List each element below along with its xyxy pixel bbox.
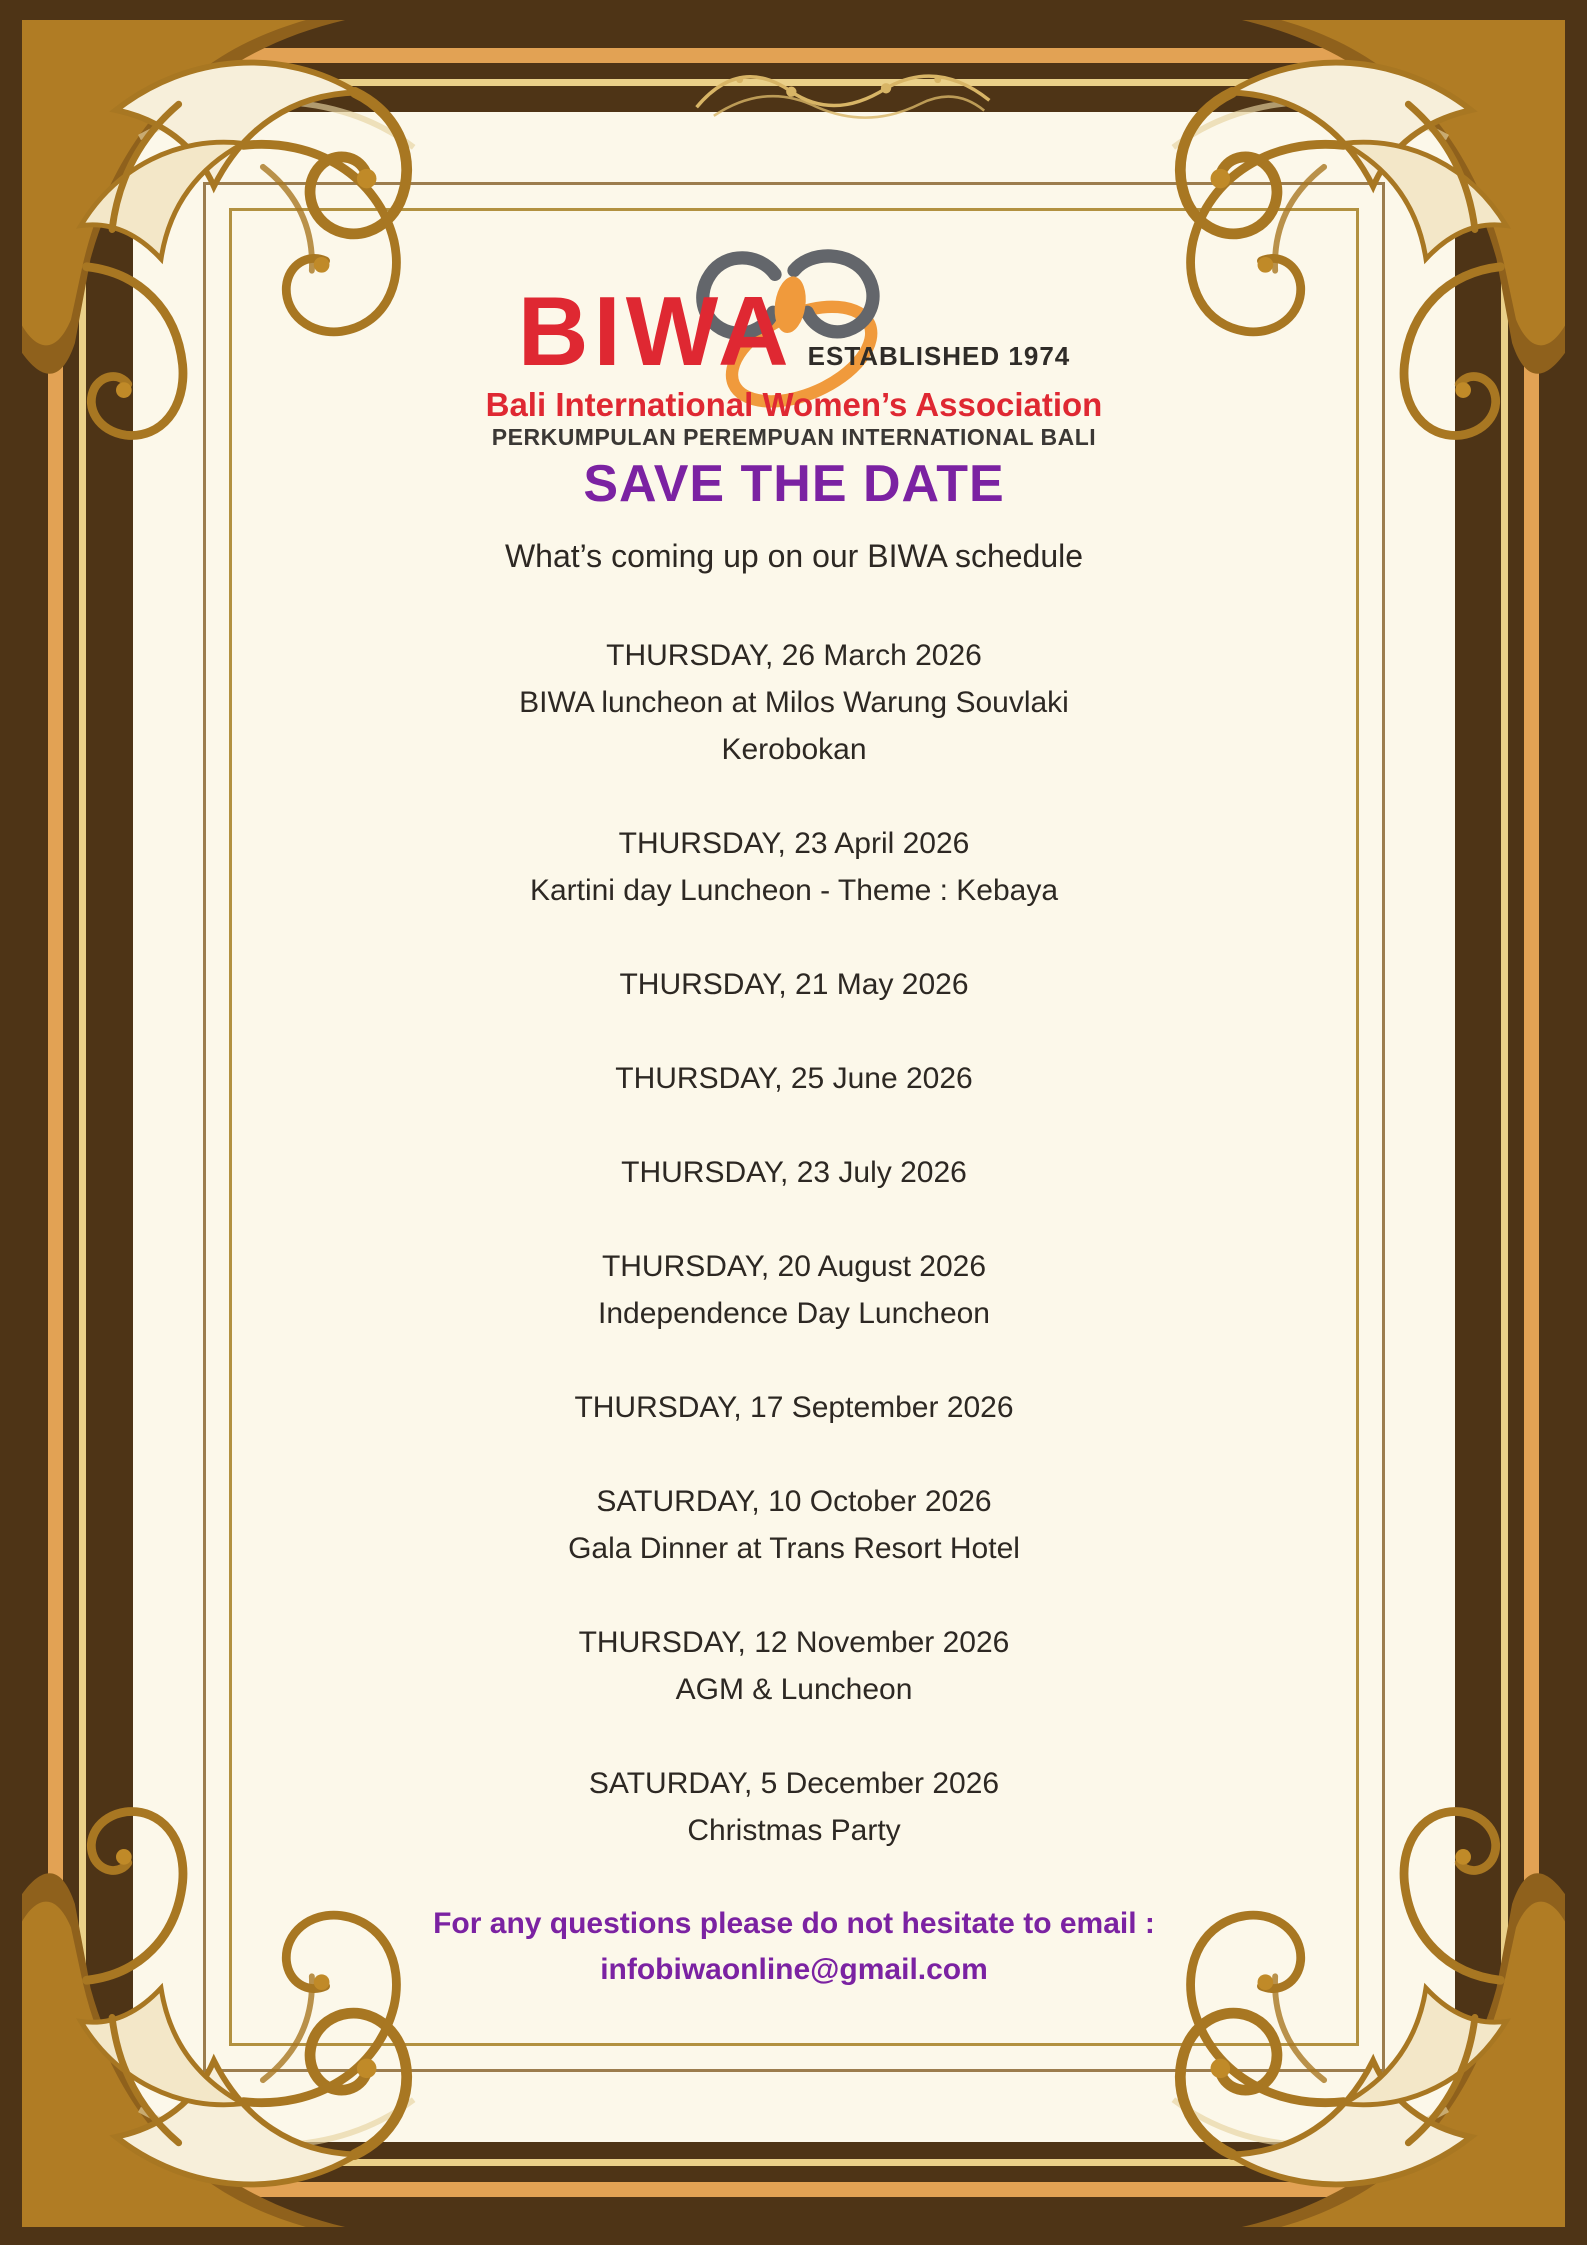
footer-email: infobiwaonline@gmail.com: [600, 1953, 988, 1986]
event-line: THURSDAY, 25 June 2026: [615, 1062, 973, 1095]
logo-established-text: ESTABLISHED 1974: [807, 341, 1071, 371]
event-line: Independence Day Luncheon: [598, 1297, 990, 1330]
logo-org-name: Bali International Women’s Association: [485, 386, 1103, 423]
event-line: THURSDAY, 20 August 2026: [601, 1250, 987, 1283]
event-line: Christmas Party: [687, 1814, 901, 1847]
event-line: THURSDAY, 23 April 2026: [618, 827, 970, 860]
event-line: BIWA luncheon at Milos Warung Souvlaki: [519, 686, 1069, 719]
event-line: Kartini day Luncheon - Theme : Kebaya: [529, 874, 1059, 907]
event-line: THURSDAY, 21 May 2026: [619, 968, 969, 1001]
event-item: [133, 1055, 1455, 1102]
event-item: [133, 961, 1455, 1008]
event-item: [133, 1619, 1455, 1713]
event-item: [133, 1384, 1455, 1431]
page-title: SAVE THE DATE: [583, 455, 1005, 513]
event-line: THURSDAY, 17 September 2026: [574, 1391, 1014, 1424]
biwa-logo: [414, 248, 1174, 448]
event-item: [133, 820, 1455, 914]
footer-question-text: For any questions please do not hesitate to email :: [433, 1907, 1155, 1940]
event-line: SATURDAY, 5 December 2026: [588, 1767, 1000, 1800]
event-line: AGM & Luncheon: [675, 1673, 913, 1706]
logo-wordmark-row: [414, 276, 1174, 386]
event-line: Gala Dinner at Trans Resort Hotel: [568, 1532, 1020, 1565]
page-subtitle: What’s coming up on our BIWA schedule: [504, 538, 1084, 574]
event-item: [133, 1243, 1455, 1337]
event-line: Kerobokan: [721, 733, 867, 766]
event-item: [133, 1478, 1455, 1572]
event-line: SATURDAY, 10 October 2026: [596, 1485, 992, 1518]
event-line: THURSDAY, 12 November 2026: [578, 1626, 1010, 1659]
event-line: THURSDAY, 26 March 2026: [606, 639, 982, 672]
flyer-content: [133, 112, 1455, 2142]
footer: [133, 1901, 1455, 1993]
event-item: [133, 1760, 1455, 1854]
event-item: [133, 632, 1455, 773]
event-item: [133, 1149, 1455, 1196]
logo-org-name-indonesian: PERKUMPULAN PEREMPUAN INTERNATIONAL BALI: [491, 424, 1097, 450]
event-list: [133, 632, 1455, 1854]
logo-wordmark: BIWA: [517, 276, 794, 386]
event-line: THURSDAY, 23 July 2026: [621, 1156, 967, 1189]
